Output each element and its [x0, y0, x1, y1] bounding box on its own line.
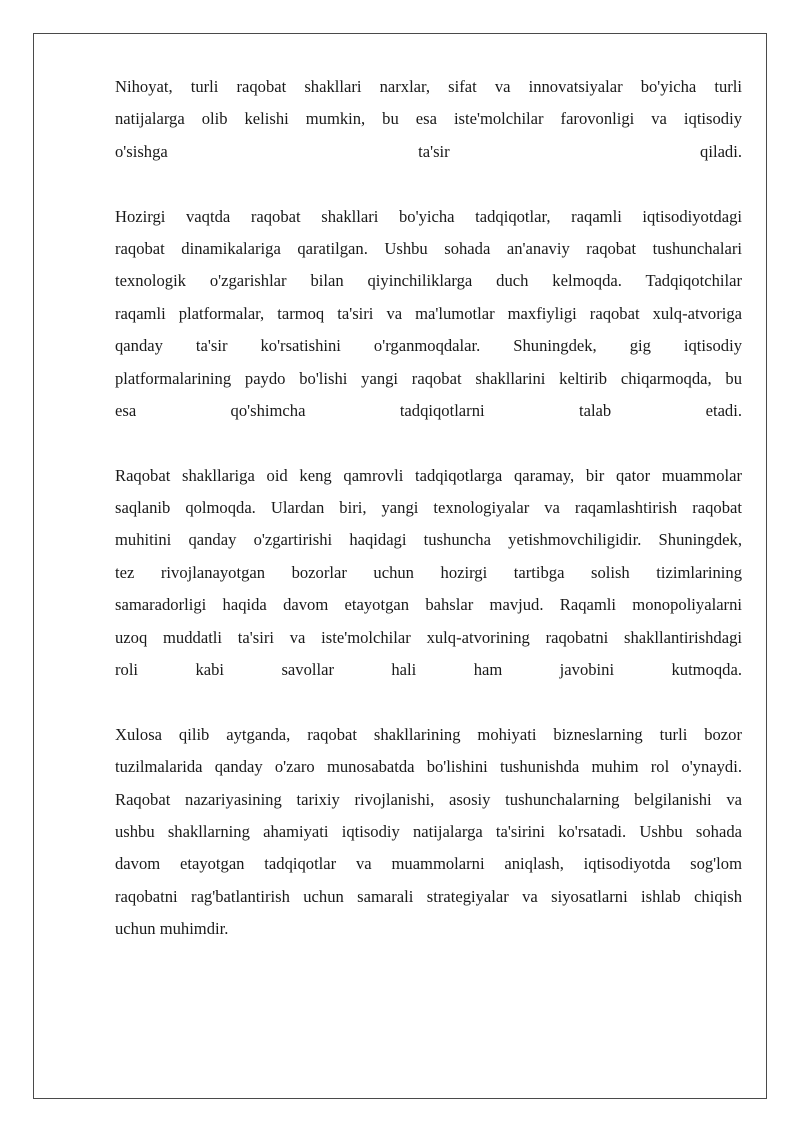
text-line: Nihoyat, turli raqobat shakllari narxlar, sifat va innovatsiyalar bo'yicha turli — [115, 77, 742, 96]
text-line: raqamli platformalar, tarmoq ta'siri va ma'lumotlar maxfiyligi raqobat xulq-atvoriga — [115, 303, 742, 323]
text-line: qanday ta'sir ko'rsatishini o'rganmoqdalar. Shuningdek, gig iqtisodiy — [115, 336, 742, 356]
text-line: platformalarining paydo bo'lishi yangi raqobat shakllarini keltirib chiqarmoqda, bu — [115, 368, 742, 388]
text-line: natijalarga olib kelishi mumkin, bu esa iste'molchilar farovonligi va iqtisodiy — [115, 109, 742, 129]
paragraph-4 — [115, 719, 742, 946]
text-line: muhitini qanday o'zgartirishi haqidagi tushuncha yetishmovchiligidir. Shuningdek, — [115, 530, 742, 550]
text-line: uchun muhimdir. — [115, 919, 229, 939]
text-line: davom etayotgan tadqiqotlar va muammolarni aniqlash, iqtisodiyotda sog'lom — [115, 854, 742, 874]
text-line: texnologik o'zgarishlar bilan qiyinchiliklarga duch kelmoqda. Tadqiqotchilar — [115, 271, 742, 291]
text-line: ushbu shakllarning ahamiyati iqtisodiy natijalarga ta'sirini ko'rsatadi. Ushbu sohada — [115, 821, 742, 841]
text-line: Xulosa qilib aytganda, raqobat shakllarining mohiyati bizneslarning turli bozor — [115, 724, 742, 744]
paragraph-1 — [115, 71, 742, 168]
text-line: roli kabi savollar hali ham javobini kutmoqda. — [115, 660, 742, 680]
text-line: tuzilmalarida qanday o'zaro munosabatda bo'lishini tushunishda muhim rol o'ynaydi. — [115, 757, 742, 777]
paragraph-3 — [115, 460, 742, 687]
text-line: Hozirgi vaqtda raqobat shakllari bo'yicha tadqiqotlar, raqamli iqtisodiyotdagi — [115, 206, 742, 226]
text-line: samaradorligi haqida davom etayotgan bahslar mavjud. Raqamli monopoliyalarni — [115, 595, 742, 615]
text-line: Raqobat nazariyasining tarixiy rivojlanishi, asosiy tushunchalarning belgilanishi va — [115, 789, 742, 809]
text-line: Raqobat shakllariga oid keng qamrovli tadqiqotlarga qaramay, bir qator muammolar — [115, 465, 742, 485]
text-line: o'sishga ta'sir qiladi. — [115, 141, 742, 161]
document-body — [115, 71, 742, 978]
text-line: raqobatni rag'batlantirish uchun samarali strategiyalar va siyosatlarni ishlab chiqish — [115, 886, 742, 906]
text-line: esa qo'shimcha tadqiqotlarni talab etadi. — [115, 400, 742, 420]
text-line: uzoq muddatli ta'siri va iste'molchilar xulq-atvorining raqobatni shakllantirishdagi — [115, 627, 742, 647]
text-line: saqlanib qolmoqda. Ulardan biri, yangi texnologiyalar va raqamlashtirish raqobat — [115, 498, 742, 518]
text-line: tez rivojlanayotgan bozorlar uchun hozirgi tartibga solish tizimlarining — [115, 562, 742, 582]
paragraph-2 — [115, 201, 742, 428]
text-line: raqobat dinamikalariga qaratilgan. Ushbu sohada an'anaviy raqobat tushunchalari — [115, 238, 742, 258]
